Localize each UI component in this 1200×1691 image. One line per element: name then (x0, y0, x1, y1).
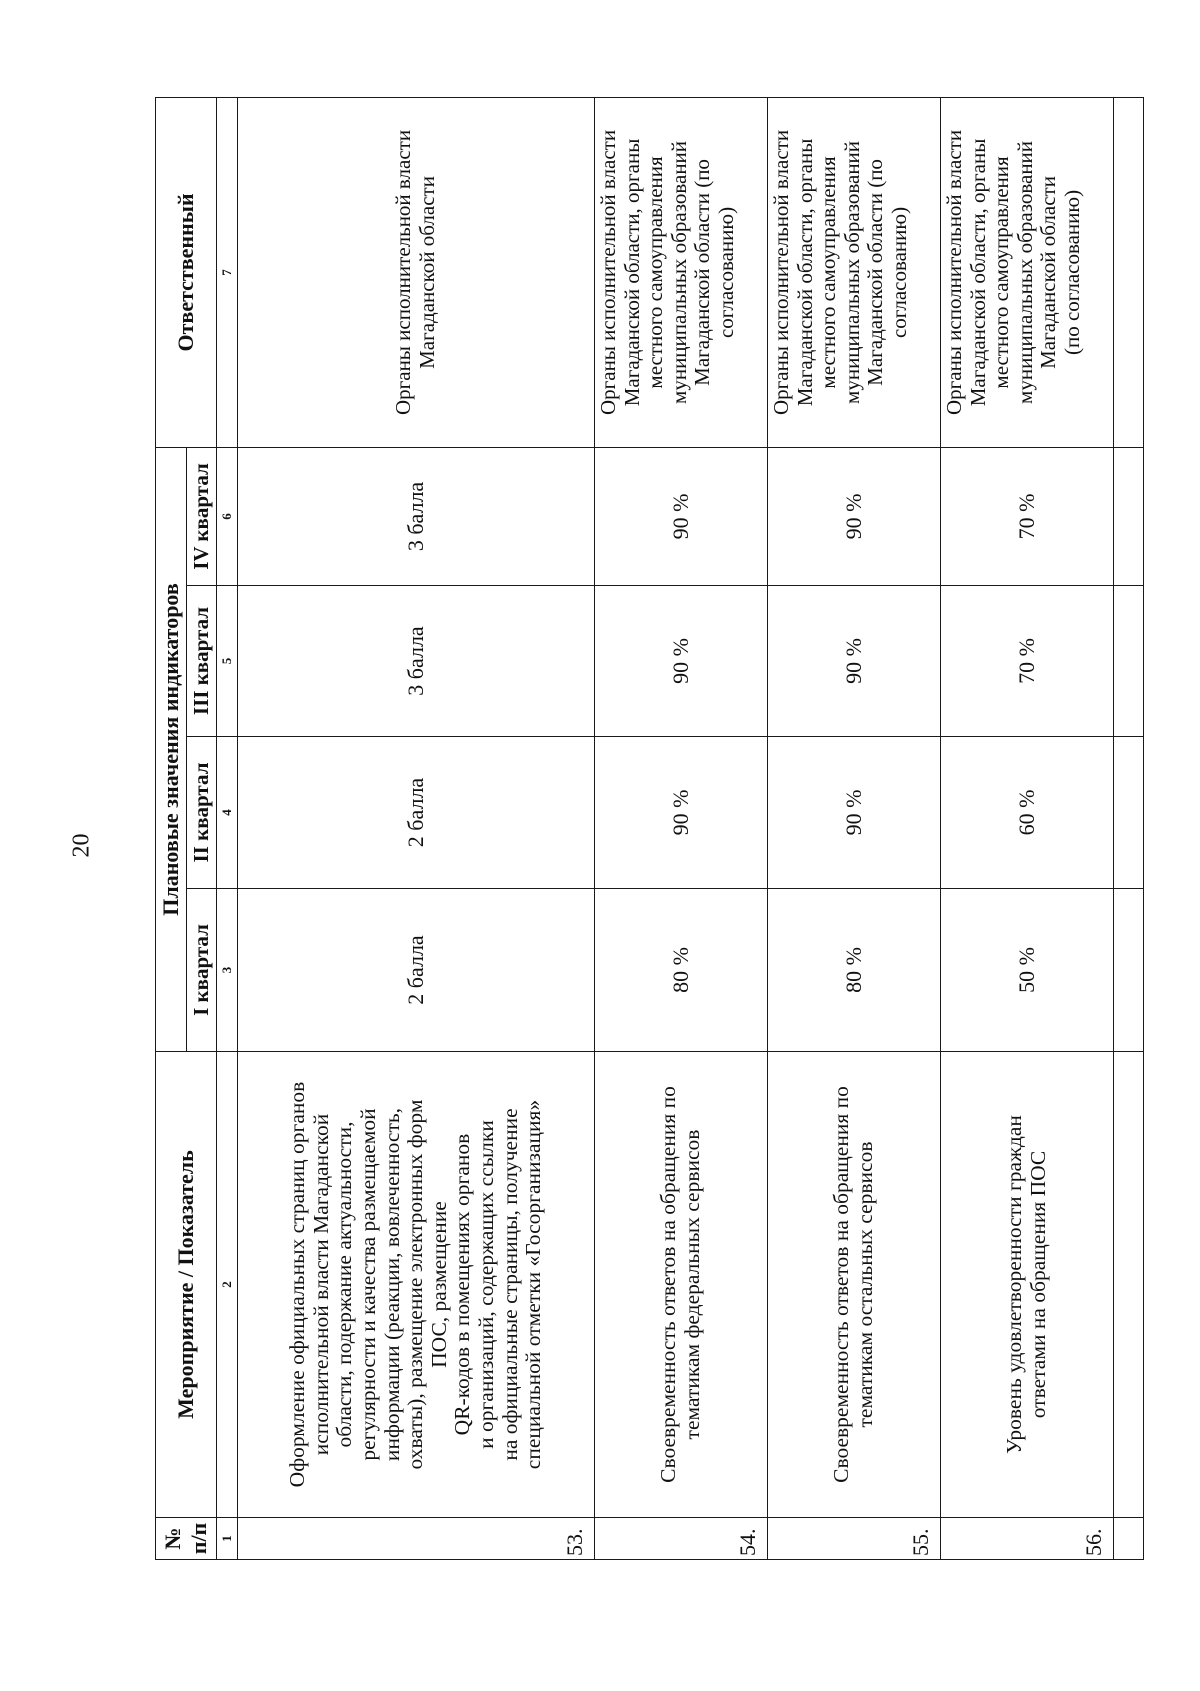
responsible-line: Органы исполнительной власти (942, 129, 966, 416)
table-row (768, 97, 941, 1559)
measure-cell (238, 1052, 595, 1518)
responsible-line: Магаданской области, органы (619, 138, 644, 407)
responsible-line: местного самоуправления (643, 156, 668, 389)
value-q4: 70 % (941, 447, 1114, 585)
responsible-line: согласованию) (886, 206, 911, 339)
row-number: 53. (238, 1518, 595, 1560)
measure-line: Оформление официальных страниц органов (284, 1081, 309, 1488)
value-q1: 80 % (595, 889, 768, 1052)
responsible-cell (238, 97, 595, 447)
value-q3: 90 % (768, 586, 941, 737)
measure-line: Своевременность ответов на обращения по (829, 1086, 854, 1483)
empty-cell (1114, 586, 1144, 737)
measure-line: тематикам остальных сервисов (853, 1141, 877, 1428)
column-number: 7 (217, 97, 238, 447)
responsible-line: местного самоуправления (989, 156, 1014, 389)
measure-cell (768, 1052, 941, 1518)
responsible-cell (768, 97, 941, 447)
column-number-row (217, 97, 238, 1559)
header-row-1 (156, 97, 187, 1559)
column-number: 2 (217, 1052, 238, 1518)
empty-cell (1114, 97, 1144, 447)
measure-line: специальной отметки «Госорганизация» (521, 1099, 546, 1470)
value-q1: 80 % (768, 889, 941, 1052)
row-number: 56. (941, 1518, 1114, 1560)
value-q1: 2 балла (238, 889, 595, 1052)
responsible-line: Магаданской области (1036, 176, 1061, 369)
row-number: 54. (595, 1518, 768, 1560)
header-planned: Плановые значения индикаторов (156, 447, 187, 1051)
measure-line: ПОС, размещение (426, 1201, 451, 1368)
responsible-line: Магаданской области, органы (792, 138, 817, 407)
row-number: 55. (768, 1518, 941, 1560)
value-q4: 3 балла (238, 447, 595, 585)
responsible-line: Органы исполнительной власти (596, 129, 620, 416)
value-q4: 90 % (595, 447, 768, 585)
value-q1: 50 % (941, 889, 1114, 1052)
empty-cell (1114, 447, 1144, 585)
indicators-table (155, 97, 1144, 1560)
measure-line: Своевременность ответов на обращения по (656, 1086, 681, 1483)
responsible-line: Магаданской области (по (863, 159, 888, 386)
empty-cell (1114, 1052, 1144, 1518)
empty-cell (1114, 1518, 1144, 1560)
page-number: 20 (68, 833, 95, 858)
value-q3: 3 балла (238, 586, 595, 737)
measure-line: Уровень удовлетворенности граждан (1002, 1115, 1027, 1454)
value-q2: 90 % (595, 737, 768, 889)
table-row (595, 97, 768, 1559)
responsible-line: (по согласованию) (1059, 189, 1084, 355)
table-row (941, 97, 1114, 1559)
responsible-cell (941, 97, 1114, 447)
responsible-line: Органы исполнительной власти (391, 129, 416, 416)
rotated-table-container (155, 98, 1106, 1560)
column-number: 6 (217, 447, 238, 585)
responsible-cell (595, 97, 768, 447)
responsible-line: согласованию) (713, 206, 738, 339)
column-number: 4 (217, 737, 238, 889)
measure-line: регулярности и качества размещаемой (355, 1108, 380, 1461)
table-row (238, 97, 595, 1559)
responsible-line: местного самоуправления (816, 156, 841, 389)
header-q4: IV квартал (187, 447, 217, 585)
measure-line: исполнительной власти Магаданской (308, 1113, 333, 1456)
measure-line: QR-кодов в помещениях органов (450, 1133, 475, 1436)
column-number: 1 (217, 1518, 238, 1560)
measure-cell (941, 1052, 1114, 1518)
empty-cell (1114, 737, 1144, 889)
header-q1: I квартал (187, 889, 217, 1052)
header-q3: III квартал (187, 586, 217, 737)
responsible-line: Магаданской области (по (690, 159, 715, 386)
responsible-line: муниципальных образований (839, 140, 864, 404)
measure-line: тематикам федеральных сервисов (680, 1129, 704, 1440)
measure-line: ответами на обращения ПОС (1026, 1150, 1050, 1419)
empty-cell (1114, 889, 1144, 1052)
responsible-line: муниципальных образований (666, 140, 691, 404)
responsible-line: Магаданской области (415, 176, 439, 369)
measure-line: на официальные страницы, получение (497, 1108, 522, 1461)
measure-line: и организаций, содержащих ссылки (474, 1120, 499, 1449)
measure-line: охваты), размещение электронных форм (403, 1099, 428, 1470)
column-number: 3 (217, 889, 238, 1052)
value-q2: 60 % (941, 737, 1114, 889)
header-q2: II квартал (187, 737, 217, 889)
measure-cell (595, 1052, 768, 1518)
responsible-line: Магаданской области, органы (965, 138, 990, 407)
header-measure: Мероприятие / Показатель (156, 1052, 217, 1518)
responsible-line: Органы исполнительной власти (769, 129, 793, 416)
value-q3: 70 % (941, 586, 1114, 737)
responsible-line: муниципальных образований (1012, 140, 1037, 404)
value-q2: 2 балла (238, 737, 595, 889)
measure-line: области, подержание актуальности, (332, 1121, 357, 1448)
measure-line: информации (реакции, вовлеченность, (379, 1107, 404, 1462)
column-number: 5 (217, 586, 238, 737)
value-q2: 90 % (768, 737, 941, 889)
header-num: № п/п (156, 1518, 217, 1560)
header-responsible: Ответственный (156, 97, 217, 447)
value-q3: 90 % (595, 586, 768, 737)
value-q4: 90 % (768, 447, 941, 585)
empty-row (1114, 97, 1144, 1559)
